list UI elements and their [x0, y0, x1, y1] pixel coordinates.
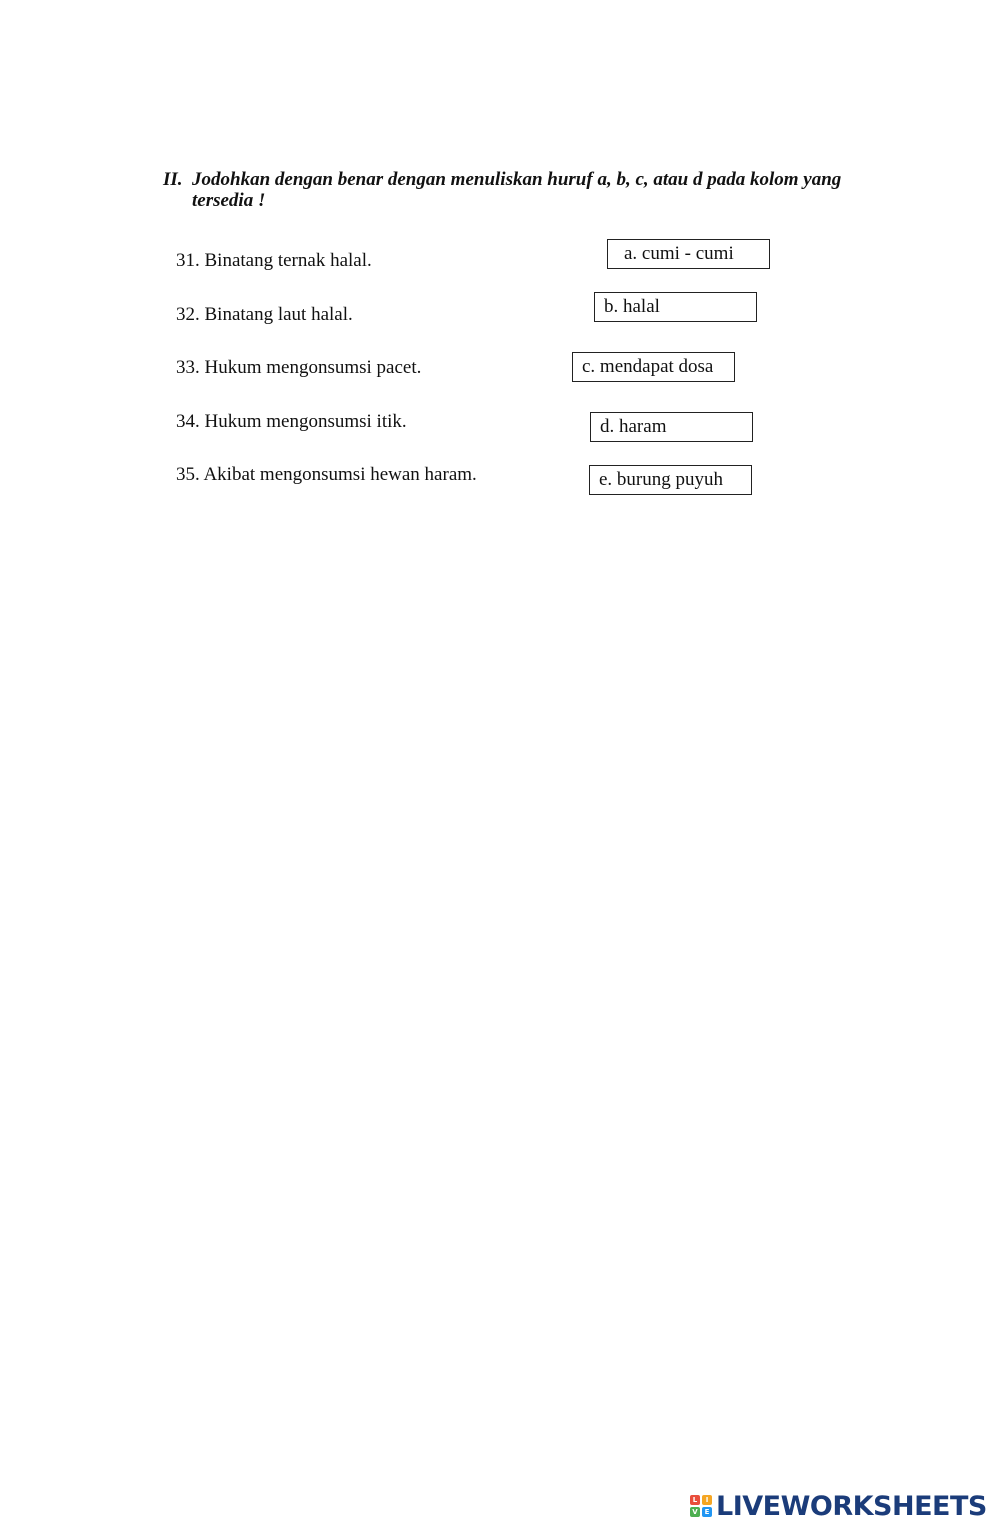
logo-mark-v: V — [690, 1507, 700, 1517]
question-32: 32. Binatang laut halal. — [176, 304, 353, 325]
instruction-text: Jodohkan dengan benar dengan menuliskan huruf a, b, c, atau d pada kolom yang tersedia ! — [192, 169, 842, 211]
logo-mark-e: E — [702, 1507, 712, 1517]
logo-mark-i: I — [702, 1495, 712, 1505]
answer-box-a[interactable]: a. cumi - cumi — [607, 239, 770, 269]
logo-wordmark: LIVEWORKSHEETS — [716, 1490, 987, 1522]
answer-box-b[interactable]: b. halal — [594, 292, 757, 322]
question-35: 35. Akibat mengonsumsi hewan haram. — [176, 464, 477, 485]
answer-box-d[interactable]: d. haram — [590, 412, 753, 442]
liveworksheets-logo — [690, 1488, 987, 1524]
answer-box-c[interactable]: c. mendapat dosa — [572, 352, 735, 382]
question-33: 33. Hukum mengonsumsi pacet. — [176, 357, 422, 378]
answer-box-e[interactable]: e. burung puyuh — [589, 465, 752, 495]
logo-mark-icon — [690, 1495, 712, 1517]
instruction-number: II. — [163, 169, 183, 190]
question-31: 31. Binatang ternak halal. — [176, 250, 372, 271]
question-34: 34. Hukum mengonsumsi itik. — [176, 411, 407, 432]
logo-mark-l: L — [690, 1495, 700, 1505]
